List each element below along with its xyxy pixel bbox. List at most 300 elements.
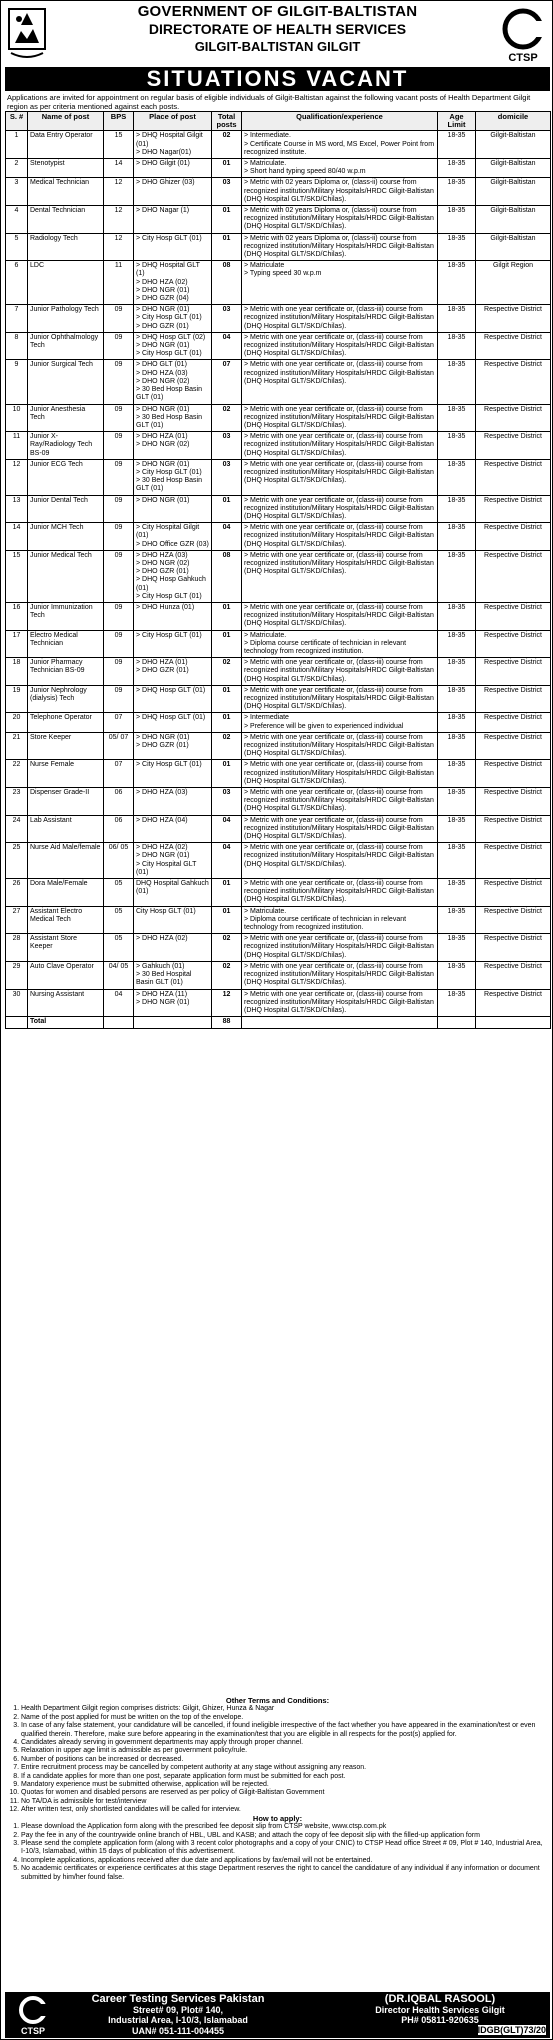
total-posts: 12 (212, 989, 242, 1017)
total-posts: 01 (212, 879, 242, 907)
domicile: Gilgit-Baltistan (476, 178, 551, 206)
post-name: Auto Clave Operator (28, 961, 104, 989)
empty-cell (104, 1017, 134, 1029)
qualification: > Metric with one year certificate or, (class-iii) course from recognized institution/Military Hospitals/HRDC Gilgit-Baltistan (DHQ Hospital GLT/SKD/Chilas). (242, 685, 438, 713)
ctsp-address (63, 1994, 293, 2036)
table-row (6, 961, 551, 989)
serial-number: 14 (6, 523, 28, 551)
bps-grade: 05 (104, 879, 134, 907)
ctsp-logo-label: CTSP (20, 2026, 46, 2036)
bps-grade: 12 (104, 206, 134, 234)
table-row (6, 360, 551, 404)
place-of-post: > DHO HZA (01) > DHO GZR (01) (134, 658, 212, 686)
term-item: 9. Mandatory experience must be submitted otherwise, application will be rejected. (21, 1781, 548, 1789)
bps-grade: 07 (104, 713, 134, 732)
table-row (6, 404, 551, 432)
qualification: > Metric with one year certificate or, (class-iii) course from recognized institution/Military Hospitals/HRDC Gilgit-Baltistan (DHQ Hospital GLT/SKD/Chilas). (242, 760, 438, 788)
serial-number: 24 (6, 815, 28, 843)
bps-grade: 04/ 05 (104, 961, 134, 989)
empty-cell (242, 1017, 438, 1029)
qualification: > Metric with one year certificate or, (class-iii) course from recognized institution/Military Hospitals/HRDC Gilgit-Baltistan (DHQ Hospital GLT/SKD/Chilas). (242, 459, 438, 495)
total-posts: 01 (212, 233, 242, 261)
age-limit: 18-35 (438, 685, 476, 713)
total-posts: 03 (212, 788, 242, 816)
age-limit: 18-35 (438, 206, 476, 234)
post-name: Telephone Operator (28, 713, 104, 732)
qualification: > Metric with one year certificate or, (class-iii) course from recognized institution/Military Hospitals/HRDC Gilgit-Baltistan (DHQ Hospital GLT/SKD/Chilas). (242, 550, 438, 602)
vacancy-table (5, 111, 551, 1029)
table-row (6, 459, 551, 495)
domicile: Respective District (476, 602, 551, 630)
post-name: Junior Surgical Tech (28, 360, 104, 404)
total-posts: 02 (212, 732, 242, 760)
table-row (6, 630, 551, 658)
domicile: Respective District (476, 360, 551, 404)
domicile: Respective District (476, 550, 551, 602)
ctsp-uan: UAN# 051-111-004455 (131, 2025, 225, 2036)
domicile: Respective District (476, 961, 551, 989)
qualification: > Metric with one year certificate or, (class-iii) course from recognized institution/Military Hospitals/HRDC Gilgit-Baltistan (DHQ Hospital GLT/SKD/Chilas). (242, 843, 438, 879)
post-name: Junior ECG Tech (28, 459, 104, 495)
table-row (6, 989, 551, 1017)
post-name: Junior Pharmacy Technician BS-09 (28, 658, 104, 686)
age-limit: 18-35 (438, 760, 476, 788)
total-posts: 02 (212, 131, 242, 159)
intro-text: Applications are invited for appointment on regular basis of eligible individuals of Gilgit-Baltistan against the following vacant posts of Health Department Gilgit region as per criteria mentioned against each posts. (7, 93, 531, 111)
bps-grade: 05 (104, 934, 134, 962)
domicile: Gilgit Region (476, 261, 551, 305)
post-name: Store Keeper (28, 732, 104, 760)
qualification: > Metric with 02 years Diploma or, (class-ii) course from recognized institution/Military Hospitals/HRDC Gilgit-Baltistan (DHQ Hospital GLT/SKD/Chilas). (242, 178, 438, 206)
serial-number: 5 (6, 233, 28, 261)
post-name: Junior X-Ray/Radiology Tech BS-09 (28, 432, 104, 460)
bps-grade: 12 (104, 178, 134, 206)
post-name: Junior Immunization Tech (28, 602, 104, 630)
post-name: Junior MCH Tech (28, 523, 104, 551)
bps-grade: 09 (104, 432, 134, 460)
table-row (6, 713, 551, 732)
post-name: Nurse Aid Male/female (28, 843, 104, 879)
age-limit: 18-35 (438, 459, 476, 495)
post-name: Electro Medical Technician (28, 630, 104, 658)
table-row (6, 523, 551, 551)
qualification: > Metric with 02 years Diploma or, (class-ii) course from recognized institution/Military Hospitals/HRDC Gilgit-Baltistan (DHQ Hospital GLT/SKD/Chilas). (242, 233, 438, 261)
place-of-post: > City Hosp GLT (01) (134, 233, 212, 261)
table-row (6, 934, 551, 962)
age-limit: 18-35 (438, 815, 476, 843)
table-row (6, 305, 551, 333)
age-limit: 18-35 (438, 360, 476, 404)
place-of-post: > DHO HZA (03) > DHO NGR (02) > DHO GZR (01) > DHQ Hosp Gahkuch (01) > City Hosp GLT (01) (134, 550, 212, 602)
age-limit: 18-35 (438, 432, 476, 460)
ctsp-logo-icon (500, 7, 546, 63)
domicile: Respective District (476, 906, 551, 934)
footer-bar (5, 1992, 550, 2038)
domicile: Respective District (476, 989, 551, 1017)
place-of-post: DHQ Hospital Gahkuch (01) (134, 879, 212, 907)
age-limit: 18-35 (438, 131, 476, 159)
post-name: LDC (28, 261, 104, 305)
how-to-apply-title: How to apply: (252, 1813, 303, 1823)
place-of-post: > City Hosp GLT (01) (134, 630, 212, 658)
age-limit: 18-35 (438, 233, 476, 261)
ctsp-name: Career Testing Services Pakistan (91, 1993, 265, 2005)
qualification: > Metric with one year certificate or, (class-iii) course from recognized institution/Military Hospitals/HRDC Gilgit-Baltistan (DHQ Hospital GLT/SKD/Chilas). (242, 815, 438, 843)
domicile: Respective District (476, 630, 551, 658)
domicile: Respective District (476, 732, 551, 760)
bps-grade: 09 (104, 630, 134, 658)
signatory-name: (DR.IQBAL RASOOL) (384, 1993, 496, 2005)
age-limit: 18-35 (438, 404, 476, 432)
qualification: > Metric with one year certificate or, (class-iii) course from recognized institution/Military Hospitals/HRDC Gilgit-Baltistan (DHQ Hospital GLT/SKD/Chilas). (242, 523, 438, 551)
total-posts: 03 (212, 459, 242, 495)
total-posts: 04 (212, 523, 242, 551)
serial-number: 12 (6, 459, 28, 495)
age-limit: 18-35 (438, 788, 476, 816)
column-header: BPS (104, 112, 134, 131)
age-limit: 18-35 (438, 523, 476, 551)
table-row (6, 233, 551, 261)
age-limit: 18-35 (438, 332, 476, 360)
terms-section (7, 1697, 548, 1882)
qualification: > Metric with one year certificate or, (class-iii) course from recognized institution/Military Hospitals/HRDC Gilgit-Baltistan (DHQ Hospital GLT/SKD/Chilas). (242, 961, 438, 989)
total-posts: 01 (212, 630, 242, 658)
empty-cell (134, 1017, 212, 1029)
qualification: > Metric with one year certificate or, (class-iii) course from recognized institution/Military Hospitals/HRDC Gilgit-Baltistan (DHQ Hospital GLT/SKD/Chilas). (242, 879, 438, 907)
domicile: Respective District (476, 879, 551, 907)
table-header-row (6, 112, 551, 131)
post-name: Junior Medical Tech (28, 550, 104, 602)
column-header: Total posts (212, 112, 242, 131)
table-row (6, 788, 551, 816)
place-of-post: > DHQ Hospital GLT (1) > DHO HZA (02) > DHO NGR (01) > DHO GZR (04) (134, 261, 212, 305)
header-location: GILGIT-BALTISTAN GILGIT (194, 39, 361, 54)
table-row (6, 658, 551, 686)
qualification: > Metric with one year certificate or, (class-iii) course from recognized institution/Military Hospitals/HRDC Gilgit-Baltistan (DHQ Hospital GLT/SKD/Chilas). (242, 404, 438, 432)
serial-number: 30 (6, 989, 28, 1017)
bps-grade: 05 (104, 906, 134, 934)
place-of-post: > DHO Hunza (01) (134, 602, 212, 630)
bps-grade: 09 (104, 685, 134, 713)
qualification: > Metric with one year certificate or, (class-iii) course from recognized institution/Military Hospitals/HRDC Gilgit-Baltistan (DHQ Hospital GLT/SKD/Chilas). (242, 360, 438, 404)
signatory-title: Director Health Services Gilgit (375, 2004, 505, 2015)
serial-number: 11 (6, 432, 28, 460)
total-posts: 01 (212, 685, 242, 713)
total-label: Total (28, 1017, 104, 1029)
place-of-post: > DHQ Hospital Gilgit (01) > DHO Nagar(01) (134, 131, 212, 159)
total-posts: 01 (212, 906, 242, 934)
bps-grade: 06 (104, 788, 134, 816)
term-item: 4. Candidates already serving in government departments may apply through proper channel. (21, 1739, 548, 1747)
age-limit: 18-35 (438, 989, 476, 1017)
serial-number: 15 (6, 550, 28, 602)
age-limit: 18-35 (438, 732, 476, 760)
place-of-post: > DHO HZA (01) > DHO NGR (02) (134, 432, 212, 460)
qualification: > Metric with one year certificate or, (class-iii) course from recognized institution/Military Hospitals/HRDC Gilgit-Baltistan (DHQ Hospital GLT/SKD/Chilas). (242, 305, 438, 333)
qualification: > Metric with one year certificate or, (class-iii) course from recognized institution/Military Hospitals/HRDC Gilgit-Baltistan (DHQ Hospital GLT/SKD/Chilas). (242, 934, 438, 962)
table-row (6, 159, 551, 178)
serial-number: 26 (6, 879, 28, 907)
column-header: Qualification/experience (242, 112, 438, 131)
serial-number: 18 (6, 658, 28, 686)
table-row (6, 843, 551, 879)
post-name: Junior Dental Tech (28, 495, 104, 523)
header-directorate: DIRECTORATE OF HEALTH SERVICES (148, 21, 407, 37)
domicile: Respective District (476, 332, 551, 360)
total-posts: 01 (212, 206, 242, 234)
serial-number: 25 (6, 843, 28, 879)
qualification: > Intermediate > Preference will be given to experienced individual (242, 713, 438, 732)
serial-number: 6 (6, 261, 28, 305)
term-item: 5. Relaxation in upper age limit is admissible as per government policy/rule. (21, 1747, 548, 1755)
place-of-post: > DHO Nagar (1) (134, 206, 212, 234)
column-header: Name of post (28, 112, 104, 131)
qualification: > Matriculate. > Short hand typing speed 80/40 w.p.m (242, 159, 438, 178)
table-row (6, 760, 551, 788)
table-row (6, 178, 551, 206)
bps-grade: 12 (104, 233, 134, 261)
total-posts: 04 (212, 843, 242, 879)
domicile: Respective District (476, 815, 551, 843)
bps-grade: 05/ 07 (104, 732, 134, 760)
bps-grade: 09 (104, 658, 134, 686)
term-item: 1. Health Department Gilgit region comprises districts: Gilgit, Ghizer, Hunza & Nagar (21, 1705, 548, 1713)
qualification: > Metric with one year certificate or, (class-iii) course from recognized institution/Military Hospitals/HRDC Gilgit-Baltistan (DHQ Hospital GLT/SKD/Chilas). (242, 602, 438, 630)
total-posts: 01 (212, 159, 242, 178)
age-limit: 18-35 (438, 159, 476, 178)
term-item: 8. If a candidate applies for more than one post, separate application form must be submitted for each post. (21, 1773, 548, 1781)
total-posts: 03 (212, 432, 242, 460)
bps-grade: 15 (104, 131, 134, 159)
bps-grade: 09 (104, 305, 134, 333)
table-row (6, 495, 551, 523)
serial-number: 1 (6, 131, 28, 159)
post-name: Assistant Electro Medical Tech (28, 906, 104, 934)
serial-number: 7 (6, 305, 28, 333)
place-of-post: > DHO HZA (03) (134, 788, 212, 816)
total-posts: 01 (212, 495, 242, 523)
bps-grade: 09 (104, 332, 134, 360)
qualification: > Matriculate. > Diploma course certificate of technician in relevant technology from recognized institution. (242, 630, 438, 658)
header (1, 1, 553, 67)
serial-number: 29 (6, 961, 28, 989)
place-of-post: > DHO HZA (04) (134, 815, 212, 843)
place-of-post: > DHO NGR (01) > DHO GZR (01) (134, 732, 212, 760)
total-posts: 02 (212, 934, 242, 962)
post-name: Junior Ophthalmology Tech (28, 332, 104, 360)
age-limit: 18-35 (438, 550, 476, 602)
qualification: > Matriculate. > Diploma course certificate of technician in relevant technology from recognized institution. (242, 906, 438, 934)
term-item: 6. Number of positions can be increased or decreased. (21, 1756, 548, 1764)
total-value: 88 (212, 1017, 242, 1029)
table-row (6, 732, 551, 760)
how-to-apply-item: 3. Please send the complete application form (along with 3 recent color photographs and a copy of your CNIC) to CTSP Head office Street # 09, Plot # 140, Industrial Area, I-10/3, Islamabad, within 15 days of publication of this advertisement. (21, 1840, 548, 1857)
total-posts: 08 (212, 261, 242, 305)
total-posts: 01 (212, 760, 242, 788)
total-posts: 07 (212, 360, 242, 404)
column-header: Age Limit (438, 112, 476, 131)
post-name: Assistant Store Keeper (28, 934, 104, 962)
ctsp-area: Industrial Area, I-10/3, Islamabad (108, 2015, 248, 2025)
place-of-post: > DHO HZA (02) > DHO NGR (01) > City Hospital GLT (01) (134, 843, 212, 879)
place-of-post: > DHQ Hosp GLT (01) (134, 713, 212, 732)
domicile: Gilgit-Baltistan (476, 206, 551, 234)
total-posts: 08 (212, 550, 242, 602)
total-posts: 01 (212, 602, 242, 630)
place-of-post: > DHQ Hosp GLT (02) > DHO NGR (01) > City Hosp GLT (01) (134, 332, 212, 360)
post-name: Dora Male/Female (28, 879, 104, 907)
empty-cell (6, 1017, 28, 1029)
qualification: > Metric with one year certificate or, (class-iii) course from recognized institution/Military Hospitals/HRDC Gilgit-Baltistan (DHQ Hospital GLT/SKD/Chilas). (242, 495, 438, 523)
column-header: Place of post (134, 112, 212, 131)
place-of-post: > DHO NGR (01) > 30 Bed Hosp Basin GLT (01) (134, 404, 212, 432)
table-row (6, 815, 551, 843)
post-name: Junior Nephrology (dialysis) Tech (28, 685, 104, 713)
domicile: Respective District (476, 788, 551, 816)
age-limit: 18-35 (438, 961, 476, 989)
age-limit: 18-35 (438, 630, 476, 658)
page-title: SITUATIONS VACANT (5, 67, 550, 91)
post-name: Junior Pathology Tech (28, 305, 104, 333)
place-of-post: > DHO NGR (01) > City Hosp GLT (01) > 30 Bed Hosp Basin GLT (01) (134, 459, 212, 495)
bps-grade: 09 (104, 602, 134, 630)
age-limit: 18-35 (438, 713, 476, 732)
term-item: 2. Name of the post applied for must be written on the top of the envelope. (21, 1714, 548, 1722)
age-limit: 18-35 (438, 178, 476, 206)
domicile: Respective District (476, 404, 551, 432)
age-limit: 18-35 (438, 495, 476, 523)
how-to-apply-item: 2. Pay the fee in any of the countrywide online branch of HBL, UBL and KASB; and attach the copy of fee deposit slip with the filled-up application form (21, 1832, 548, 1840)
qualification: > Metric with one year certificate or, (class-iii) course from recognized institution/Military Hospitals/HRDC Gilgit-Baltistan (DHQ Hospital GLT/SKD/Chilas). (242, 989, 438, 1017)
domicile: Respective District (476, 685, 551, 713)
qualification: > Metric with one year certificate or, (class-iii) course from recognized institution/Military Hospitals/HRDC Gilgit-Baltistan (DHQ Hospital GLT/SKD/Chilas). (242, 432, 438, 460)
serial-number: 27 (6, 906, 28, 934)
bps-grade: 09 (104, 495, 134, 523)
table-total-row (6, 1017, 551, 1029)
column-header: S. # (6, 112, 28, 131)
age-limit: 18-35 (438, 261, 476, 305)
header-government: GOVERNMENT OF GILGIT-BALTISTAN (137, 3, 418, 20)
serial-number: 16 (6, 602, 28, 630)
post-name: Junior Anesthesia Tech (28, 404, 104, 432)
ad-reference: IDGB(GLT)73/20 (477, 2025, 546, 2035)
bps-grade: 06 (104, 815, 134, 843)
bps-grade: 09 (104, 360, 134, 404)
total-posts: 02 (212, 658, 242, 686)
post-name: Data Entry Operator (28, 131, 104, 159)
signatory (335, 1994, 545, 2026)
post-name: Dispenser Grade-II (28, 788, 104, 816)
domicile: Respective District (476, 305, 551, 333)
serial-number: 19 (6, 685, 28, 713)
domicile: Respective District (476, 495, 551, 523)
table-row (6, 261, 551, 305)
serial-number: 17 (6, 630, 28, 658)
empty-cell (438, 1017, 476, 1029)
age-limit: 18-35 (438, 305, 476, 333)
bps-grade: 14 (104, 159, 134, 178)
serial-number: 10 (6, 404, 28, 432)
domicile: Gilgit-Baltistan (476, 233, 551, 261)
post-name: Medical Technician (28, 178, 104, 206)
table-row (6, 602, 551, 630)
post-name: Stenotypist (28, 159, 104, 178)
domicile: Respective District (476, 843, 551, 879)
bps-grade: 09 (104, 523, 134, 551)
domicile: Gilgit-Baltistan (476, 131, 551, 159)
table-row (6, 685, 551, 713)
serial-number: 21 (6, 732, 28, 760)
serial-number: 8 (6, 332, 28, 360)
table-row (6, 131, 551, 159)
place-of-post: > DHO GLT (01) > DHO HZA (03) > DHO NGR (02) > 30 Bed Hosp Basin GLT (01) (134, 360, 212, 404)
domicile: Gilgit-Baltistan (476, 159, 551, 178)
age-limit: 18-35 (438, 934, 476, 962)
place-of-post: > Gahkuch (01) > 30 Bed Hospital Basin GLT (01) (134, 961, 212, 989)
qualification: > Metric with one year certificate or, (class-iii) course from recognized institution/Military Hospitals/HRDC Gilgit-Baltistan (DHQ Hospital GLT/SKD/Chilas). (242, 658, 438, 686)
ctsp-logo-label: CTSP (508, 52, 538, 63)
place-of-post: City Hosp GLT (01) (134, 906, 212, 934)
serial-number: 13 (6, 495, 28, 523)
signatory-phone: PH# 05811-920635 (401, 2015, 479, 2025)
serial-number: 28 (6, 934, 28, 962)
total-posts: 02 (212, 404, 242, 432)
place-of-post: > DHO Ghizer (03) (134, 178, 212, 206)
term-item: 12. After written test, only shortlisted candidates will be called for interview. (21, 1806, 548, 1814)
serial-number: 9 (6, 360, 28, 404)
total-posts: 02 (212, 961, 242, 989)
bps-grade: 06/ 05 (104, 843, 134, 879)
serial-number: 4 (6, 206, 28, 234)
how-to-apply-item: 1. Please download the Application form along with the prescribed fee deposit slip from CTSP website, www.ctsp.com.pk (21, 1823, 548, 1831)
place-of-post: > DHO NGR (01) (134, 495, 212, 523)
term-item: 7. Entire recruitment process may be cancelled by competent authority at any stage without assigning any reason. (21, 1764, 548, 1772)
bps-grade: 09 (104, 459, 134, 495)
age-limit: 18-35 (438, 879, 476, 907)
qualification: > Metric with 02 years Diploma or, (class-ii) course from recognized institution/Military Hospitals/HRDC Gilgit-Baltistan (DHQ Hospital GLT/SKD/Chilas). (242, 206, 438, 234)
qualification: > Matriculate > Typing speed 30 w.p.m (242, 261, 438, 305)
empty-cell (476, 1017, 551, 1029)
bps-grade: 04 (104, 989, 134, 1017)
age-limit: 18-35 (438, 658, 476, 686)
post-name: Radiology Tech (28, 233, 104, 261)
domicile: Respective District (476, 713, 551, 732)
place-of-post: > City Hospital Gilgit (01) > DHO Office GZR (03) (134, 523, 212, 551)
total-posts: 04 (212, 815, 242, 843)
total-posts: 03 (212, 178, 242, 206)
post-name: Nursing Assistant (28, 989, 104, 1017)
serial-number: 20 (6, 713, 28, 732)
serial-number: 23 (6, 788, 28, 816)
bps-grade: 09 (104, 550, 134, 602)
age-limit: 18-35 (438, 906, 476, 934)
age-limit: 18-35 (438, 602, 476, 630)
terms-list (7, 1705, 548, 1814)
bps-grade: 09 (104, 404, 134, 432)
domicile: Respective District (476, 934, 551, 962)
domicile: Respective District (476, 432, 551, 460)
domicile: Respective District (476, 760, 551, 788)
bps-grade: 07 (104, 760, 134, 788)
place-of-post: > DHO Gilgit (01) (134, 159, 212, 178)
term-item: 11. No TA/DA is admissible for test/interview (21, 1798, 548, 1806)
place-of-post: > DHO NGR (01) > City Hosp GLT (01) > DHO GZR (01) (134, 305, 212, 333)
serial-number: 2 (6, 159, 28, 178)
table-row (6, 332, 551, 360)
table-row (6, 879, 551, 907)
domicile: Respective District (476, 459, 551, 495)
place-of-post: > City Hosp GLT (01) (134, 760, 212, 788)
